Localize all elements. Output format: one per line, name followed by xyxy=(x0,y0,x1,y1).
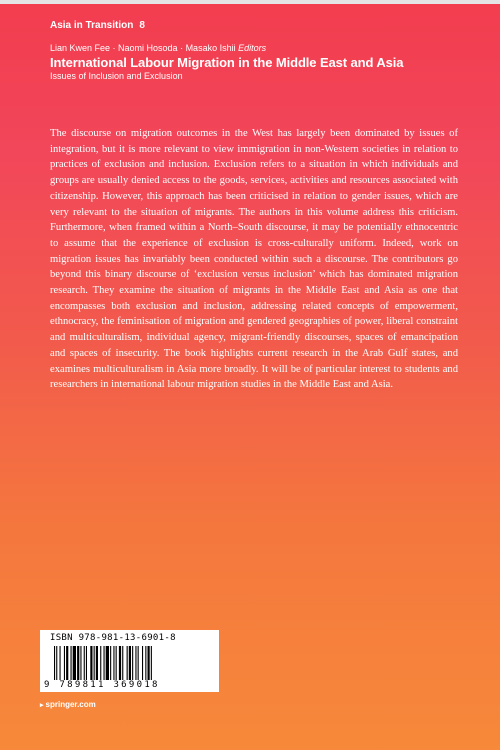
cover-header xyxy=(50,20,470,81)
book-title: International Labour Migration in the Middle East and Asia xyxy=(50,55,404,70)
editors-role: Editors xyxy=(238,43,267,53)
book-subtitle: Issues of Inclusion and Exclusion xyxy=(50,71,183,81)
editors-line xyxy=(50,43,470,53)
series-line xyxy=(50,20,470,31)
series-name: Asia in Transition xyxy=(50,20,134,31)
isbn-label: ISBN 978-981-13-6901-8 xyxy=(50,633,176,643)
series-volume: 8 xyxy=(139,20,145,31)
publisher-footer xyxy=(40,700,96,709)
top-rule xyxy=(0,0,500,4)
blurb-text: The discourse on migration outcomes in the West has largely been dominated by issues of integration, but it is more relevant to view immigration in non-Western societies in relation to practices of exclusion and inclusion. Exclusion refers to a situation in which individuals and groups are usually denied access to the goods, services, activities and resources associated with citizenship. However, this approach has been criticised in relation to gender issues, which are very relevant to the situation of migrants. The authors in this volume address this criticism. Furthermore, when framed within a North–South discourse, it may be potentially ethnocentric to assume that the experience of exclusion is cross-culturally uniform. Indeed, work on migration issues has invariably been conducted within such a discourse. The contributors go beyond this binary discourse of ‘exclusion versus inclusion’ which has dominated migration research. They examine the situation of migrants in the Middle East and Asia as one that encompasses both exclusion and inclusion, addressing related concepts of empowerment, ethnocracy, the feminisation of migration and gendered geographies of power, liberal constraint and multiculturalism, individual agency, migrant-friendly discourses, spaces of emancipation and spaces of insecurity. The book highlights current research in the Arab Gulf states, and examines multiculturalism in Asia more broadly. It will be of particular interest to students and researchers in international labour migration studies in the Middle East and Asia. xyxy=(50,128,458,391)
barcode-icon xyxy=(54,646,206,680)
barcode-digits: 9 789811 369018 xyxy=(44,680,160,690)
editor-names: Lian Kwen Fee · Naomi Hosoda · Masako Ishii xyxy=(50,43,236,53)
barcode-box xyxy=(40,630,219,692)
publisher-url[interactable]: springer.com xyxy=(45,700,96,709)
arrow-right-icon: ▸ xyxy=(40,701,44,709)
